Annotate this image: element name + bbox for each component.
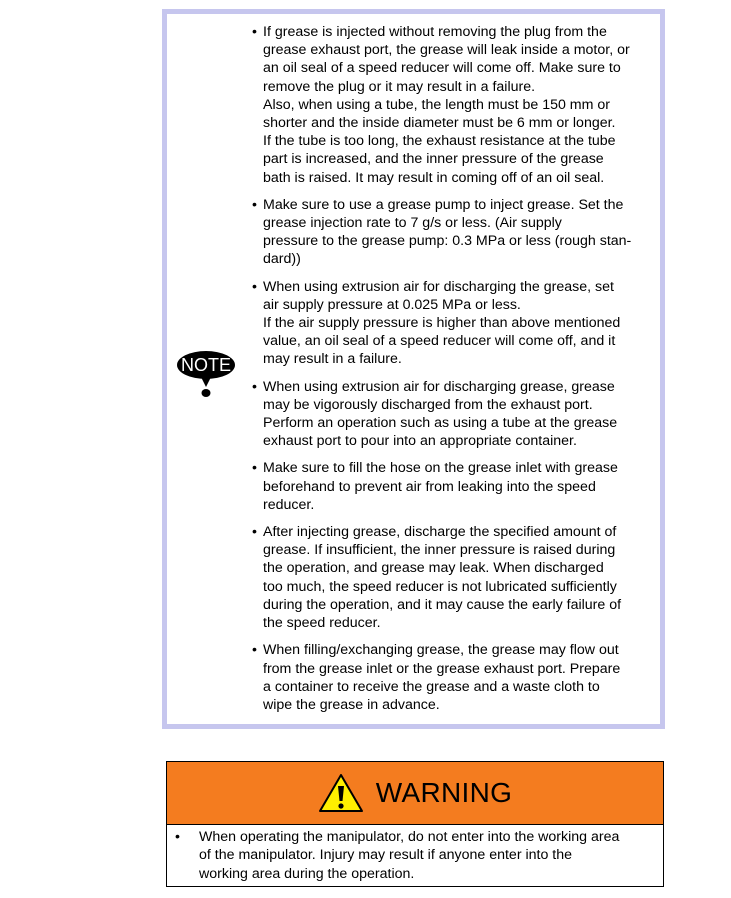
warning-box bbox=[166, 761, 664, 887]
note-list bbox=[252, 23, 657, 723]
note-item-text: When using extrusion air for discharging grease, grease may be vigorously discharged from the exhaust port. Perform an operation such as using a tube at the grease exhaust port to pour into an appropriate container. bbox=[263, 378, 618, 450]
bullet: • bbox=[252, 196, 257, 213]
note-item-text: When using extrusion air for discharging the grease, set air supply pressure at 0.025 MPa or less. If the air supply pressure is higher than above mentioned value, an oil seal of a speed reducer will come off, and it may result in a failure. bbox=[263, 278, 621, 368]
warning-item-text: When operating the manipulator, do not enter into the working area of the manipulator. Injury may result if anyone enter into the working area during the operation. bbox=[199, 829, 620, 882]
bullet: • bbox=[252, 460, 257, 477]
warning-triangle-icon bbox=[318, 773, 364, 813]
warning-item bbox=[167, 825, 663, 883]
bullet: • bbox=[175, 829, 180, 845]
note-item-text: When filling/exchanging grease, the grease may flow out from the grease inlet or the grease exhaust port. Prepare a container to receive the grease and a waste cloth to wipe the grease in advance. bbox=[263, 642, 621, 713]
bullet: • bbox=[252, 24, 257, 40]
note-item bbox=[252, 196, 657, 269]
warning-header bbox=[167, 762, 663, 825]
warning-title: WARNING bbox=[375, 777, 513, 808]
bullet: • bbox=[252, 278, 257, 295]
note-speech-bubble-icon bbox=[175, 349, 237, 399]
bullet: • bbox=[252, 524, 257, 541]
note-item bbox=[252, 378, 657, 451]
note-item bbox=[252, 278, 657, 369]
note-item bbox=[252, 459, 657, 514]
note-box bbox=[162, 9, 665, 729]
note-item-text: After injecting grease, discharge the specified amount of grease. If insufficient, the inner pressure is raised during the operation, and grease may leak. When discharged too much, the speed reducer is not lubricated sufficiently during the operation, and it may cause the early failure of the speed reducer. bbox=[263, 524, 622, 632]
note-item-text: If grease is injected without removing the plug from the grease exhaust port, the grease will leak inside a motor, or an oil seal of a speed reducer will come off. Make sure to remove the plug or it may result in a failure. Also, when using a tube, the length must be 150 mm or shorter and the inside diameter must be 6 mm or longer. If the tube is too long, the exhaust resistance at the tube part is increased, and the inner pressure of the grease bath is raised. It may result in coming off of an oil seal. bbox=[263, 24, 630, 186]
note-item bbox=[252, 23, 657, 187]
note-item bbox=[252, 641, 657, 714]
note-item-text: Make sure to fill the hose on the grease inlet with grease beforehand to prevent air from leaking into the speed reducer. bbox=[263, 460, 618, 513]
bullet: • bbox=[252, 378, 257, 395]
bullet: • bbox=[252, 642, 257, 659]
note-icon-label: NOTE bbox=[180, 355, 232, 375]
note-item-text: Make sure to use a grease pump to inject grease. Set the grease injection rate to 7 g/s or less. (Air supply pressure to the grease pump: 0.3 MPa or less (rough stan- dard)) bbox=[263, 196, 632, 268]
note-item bbox=[252, 523, 657, 632]
